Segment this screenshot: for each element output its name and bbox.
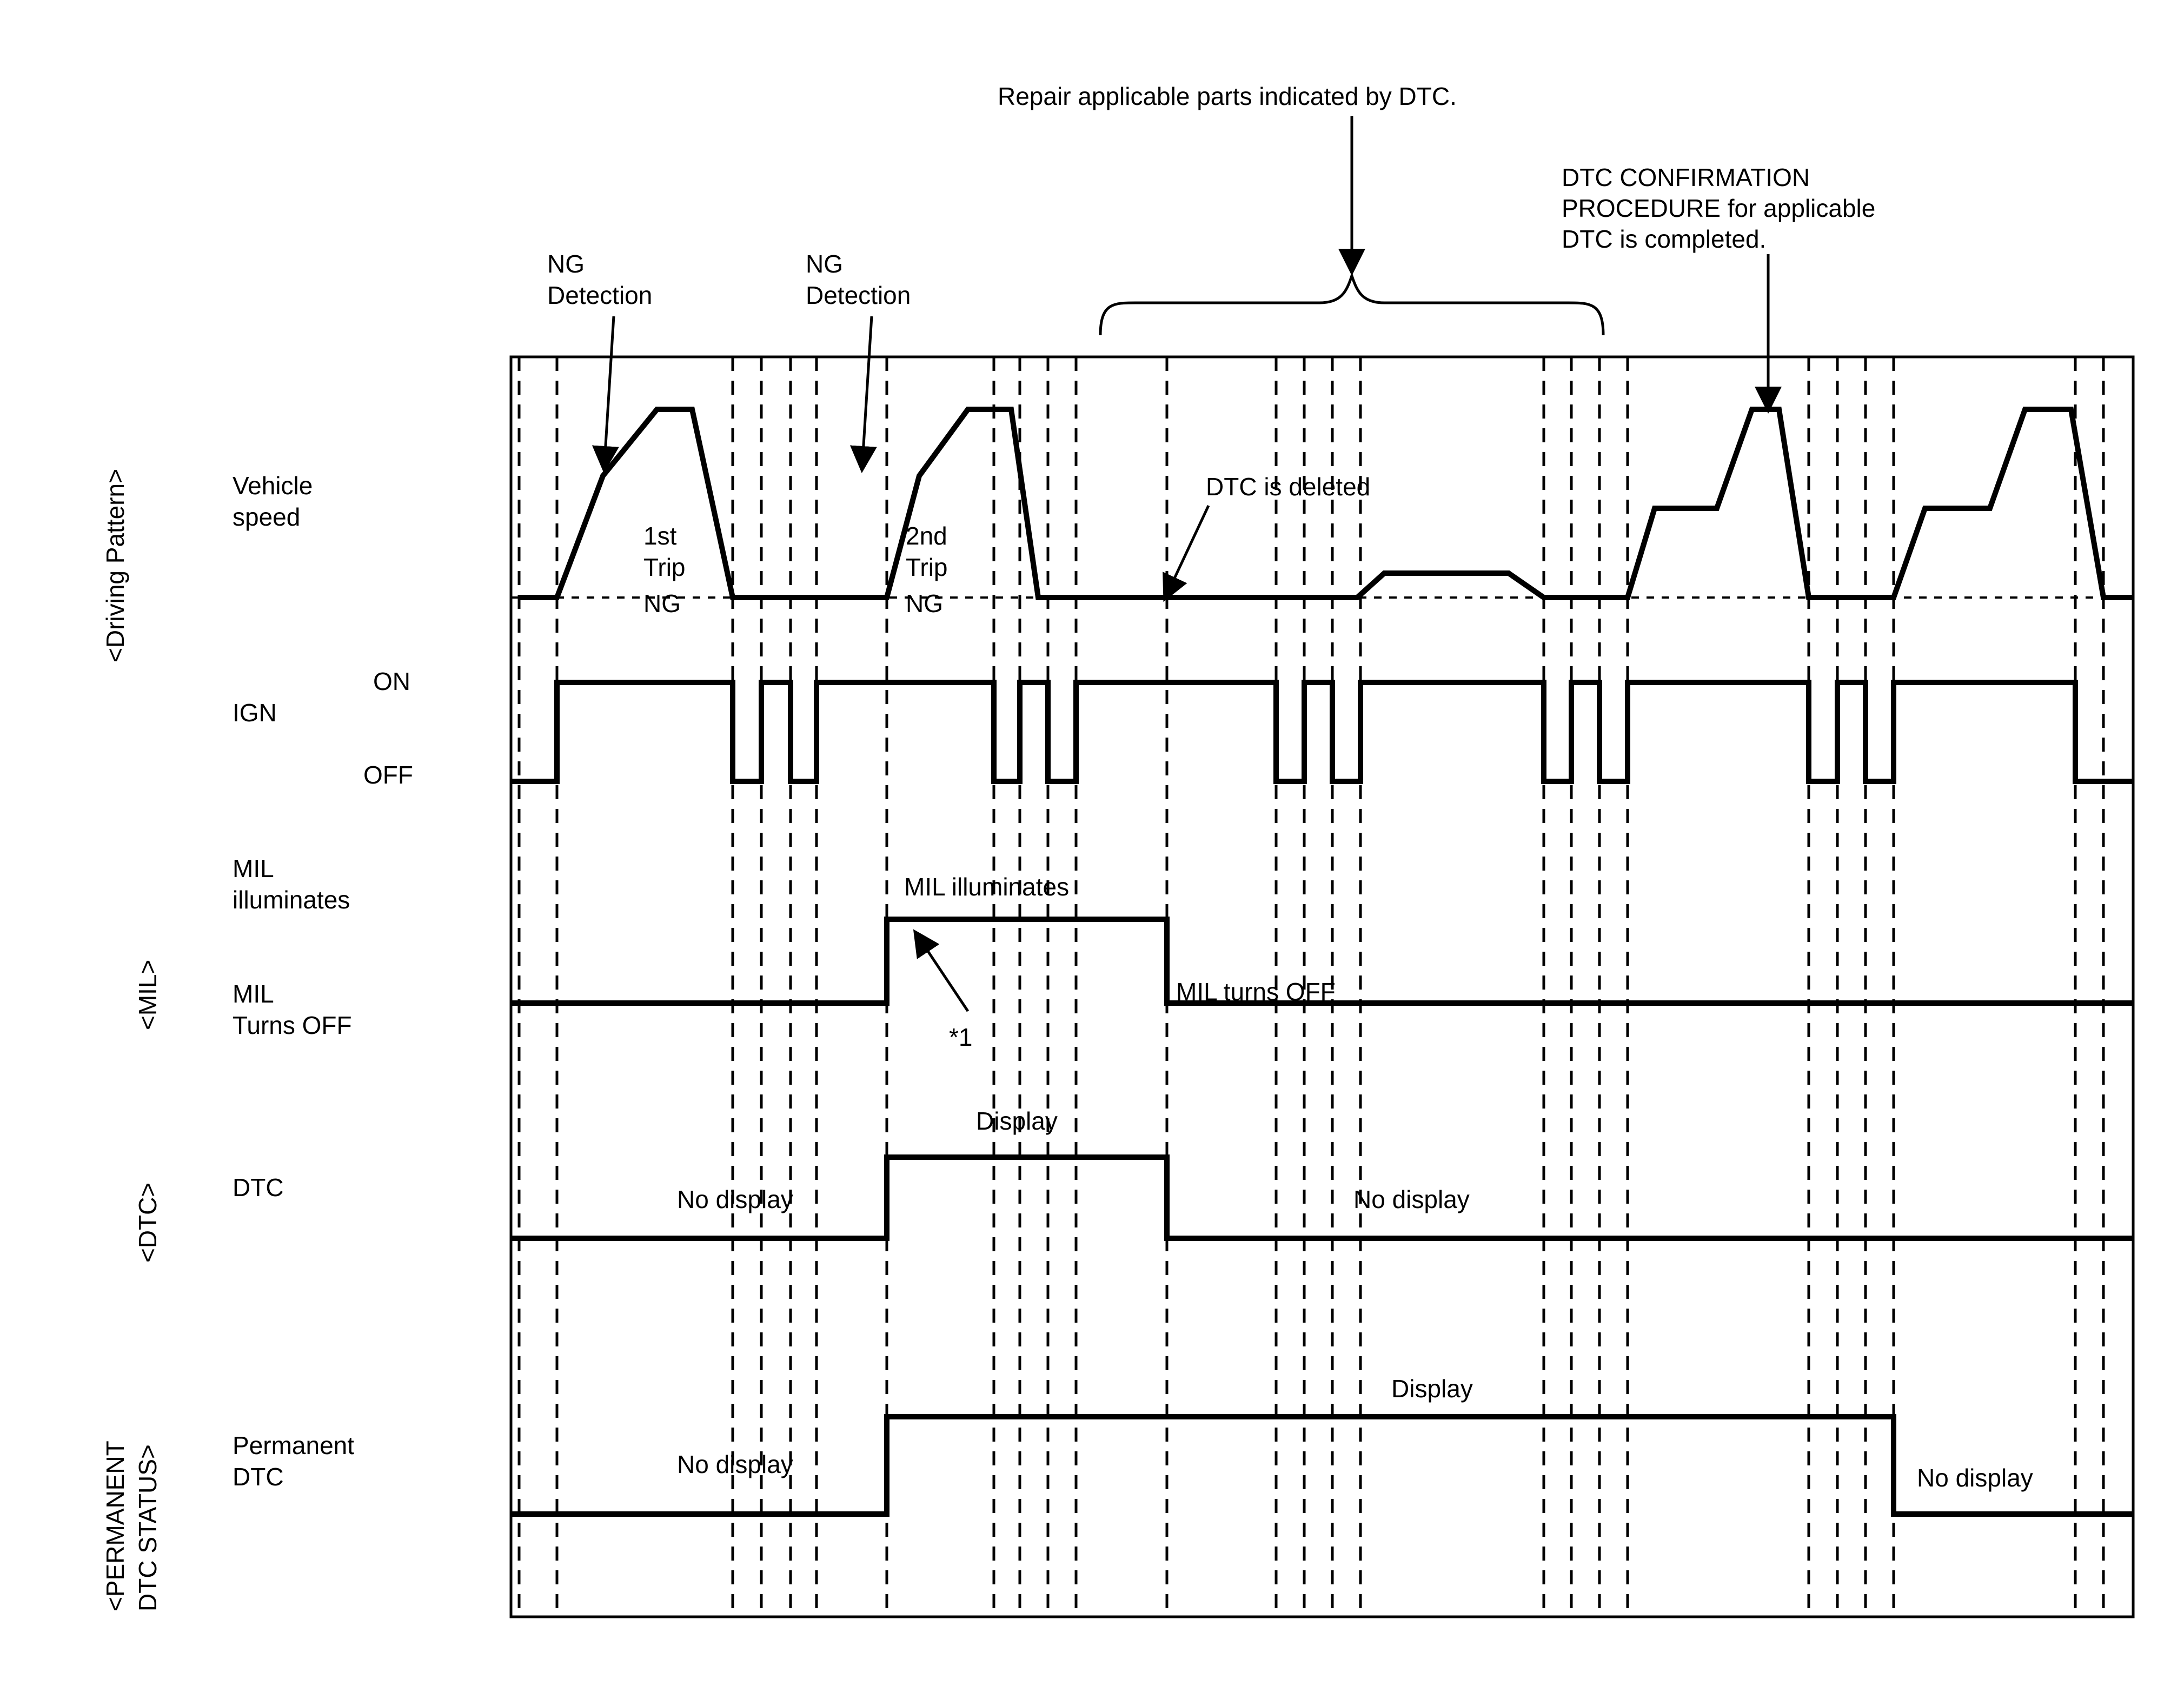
row-label-dtc: DTC (233, 1173, 284, 1202)
trip1-line2: Trip (643, 553, 686, 581)
ng-detection-1-arrow (605, 316, 614, 462)
trip1-line1: 1st (643, 522, 677, 550)
trip2-line1: 2nd (906, 522, 947, 550)
confirmation-note-line1: DTC CONFIRMATION (1562, 163, 1810, 191)
mil-trace (511, 919, 2133, 1003)
row-label-mil-off-line1: MIL (233, 980, 274, 1008)
ignition-dashed-lines (519, 357, 2103, 1617)
row-label-mil-illuminates-line1: MIL (233, 854, 274, 882)
trip2-line2: Trip (906, 553, 948, 581)
star1-text: *1 (949, 1023, 973, 1051)
permanent-dtc-trace (511, 1417, 2133, 1514)
permanent-display-text: Display (1391, 1375, 1473, 1403)
ng-detection-1-line2: Detection (547, 281, 653, 309)
dtc-deleted-arrow (1168, 506, 1209, 592)
trip1-line3: NG (643, 589, 681, 618)
trip2-line3: NG (906, 589, 943, 618)
ng-detection-2-line1: NG (806, 250, 843, 278)
confirmation-note-line2: PROCEDURE for applicable (1562, 194, 1876, 222)
row-label-ign-on: ON (373, 667, 410, 695)
row-label-mil-off-line2: Turns OFF (233, 1011, 352, 1039)
mil-illuminates-callout: MIL illuminates (904, 873, 1070, 901)
chart-frame (511, 357, 2133, 1617)
dtc-trace (511, 1157, 2133, 1238)
repair-brace (1100, 276, 1603, 335)
ign-trace (511, 682, 2133, 781)
dtc-no-display-right-text: No display (1353, 1185, 1470, 1213)
dtc-no-display-left-text: No display (677, 1185, 793, 1213)
dtc-deleted-text: DTC is deleted (1206, 473, 1371, 501)
row-label-ign-off: OFF (363, 761, 413, 789)
mil-illuminates-arrow (919, 938, 968, 1011)
repair-note-text: Repair applicable parts indicated by DTC. (998, 82, 1457, 110)
row-label-permanent-line2: DTC (233, 1463, 284, 1491)
side-label-mil: <MIL> (134, 959, 162, 1030)
permanent-no-display-right-text: No display (1917, 1464, 2033, 1492)
side-label-permanent-line1: <PERMANENT (101, 1441, 129, 1611)
row-label-ign: IGN (233, 699, 277, 727)
side-label-dtc: <DTC> (134, 1182, 162, 1263)
ng-detection-2-arrow (862, 316, 872, 462)
row-label-vehicle-speed-line2: speed (233, 503, 301, 531)
confirmation-note-line3: DTC is completed. (1562, 225, 1767, 253)
side-label-driving-pattern: <Driving Pattern> (101, 469, 129, 662)
row-label-permanent-line1: Permanent (233, 1431, 355, 1459)
row-label-vehicle-speed-line1: Vehicle (233, 472, 313, 500)
mil-turns-off-callout: MIL turns OFF (1176, 978, 1336, 1006)
ng-detection-2-line2: Detection (806, 281, 911, 309)
side-label-permanent-line2: DTC STATUS> (134, 1444, 162, 1611)
dtc-display-text: Display (976, 1107, 1058, 1135)
row-label-mil-illuminates-line2: illuminates (233, 886, 350, 914)
permanent-no-display-left-text: No display (677, 1450, 793, 1478)
ng-detection-1-line1: NG (547, 250, 585, 278)
